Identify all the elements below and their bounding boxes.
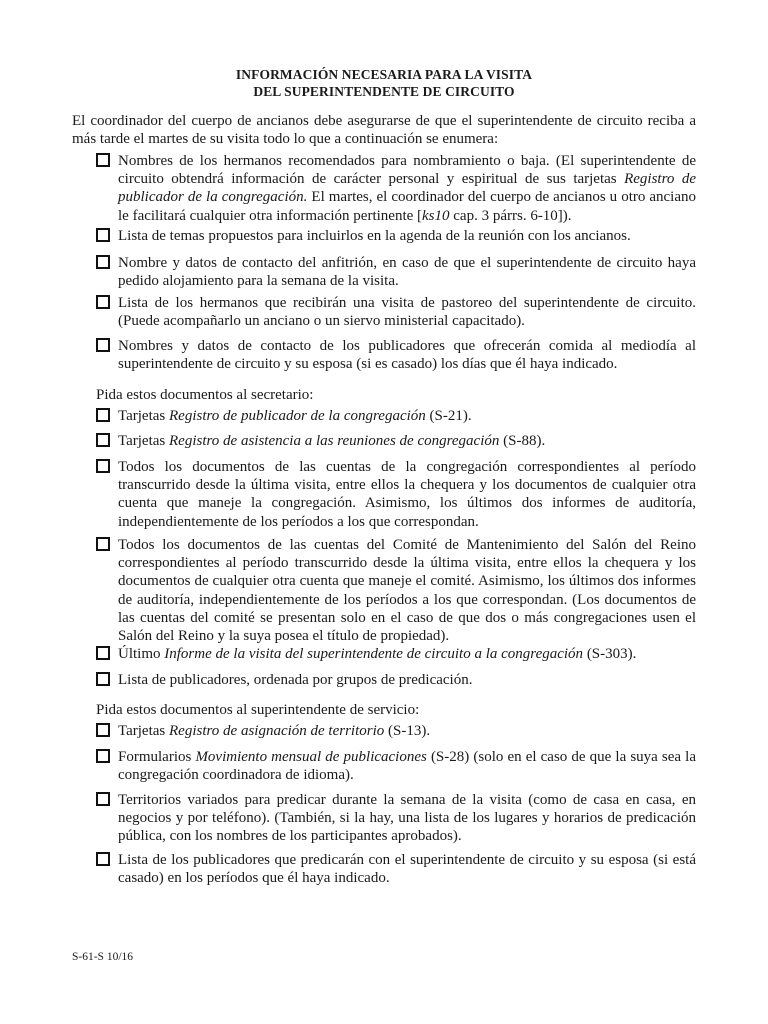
checkbox-icon[interactable] — [96, 537, 110, 551]
document-title-line1: INFORMACIÓN NECESARIA PARA LA VISITA — [235, 67, 533, 82]
intro-paragraph: El coordinador del cuerpo de ancianos debe asegurarse de que el superintendente de circuito reciba a más tarde el martes de su visita todo lo que a continuación se enumera: — [72, 113, 696, 148]
section-label-secretario: Pida estos documentos al secretario: — [96, 387, 314, 403]
checklist-item-text: Nombre y datos de contacto del anfitrión, en caso de que el superintendente de circuito haya pedido alojamiento para la semana de la visita. — [118, 255, 696, 290]
checklist-item-text: Lista de temas propuestos para incluirlos en la agenda de la reunión con los ancianos. — [118, 228, 631, 244]
checkbox-icon[interactable] — [96, 792, 110, 806]
checkbox-icon[interactable] — [96, 433, 110, 447]
checklist-item-text: Todos los documentos de las cuentas del Comité de Mantenimiento del Salón del Reino correspondientes al período transcurrido desde la última visita, entre ellos la chequera y los documentos de cualquier otra cuenta que maneje el comité. Asimismo, los últimos dos informes de auditoría, independientemente de los períodos a los que correspondan. (Los documentos de las cuentas del comité se presentan solo en el caso de que dos o más congregaciones usen el Salón del Reino y la suya posea el título de propiedad). — [118, 537, 696, 645]
checkbox-icon[interactable] — [96, 852, 110, 866]
checklist-item-text: Último Informe de la visita del superintendente de circuito a la congregación (S-303). — [118, 646, 637, 662]
checklist-item-text: Todos los documentos de las cuentas de la congregación correspondientes al período transcurrido desde la última visita, entre ellos la chequera y los documentos de cualquier otra cuenta que maneje la congregación. Asimismo, los últimos dos informes de auditoría, independientemente de los períodos a los que correspondan. — [118, 459, 696, 530]
document-title-line2: DEL SUPERINTENDENTE DE CIRCUITO — [253, 84, 515, 99]
checkbox-icon[interactable] — [96, 723, 110, 737]
checklist-item-text: Lista de publicadores, ordenada por grupos de predicación. — [118, 672, 473, 688]
form-code-footer: S-61-S 10/16 — [72, 951, 134, 963]
checkbox-icon[interactable] — [96, 646, 110, 660]
checklist-item-text: Nombres y datos de contacto de los publicadores que ofrecerán comida al mediodía al superintendente de circuito y su esposa (si es casado) los días que él haya indicado. — [118, 338, 696, 373]
checkbox-icon[interactable] — [96, 749, 110, 763]
checkbox-icon[interactable] — [96, 672, 110, 686]
checklist-item-text: Tarjetas Registro de publicador de la congregación (S-21). — [118, 408, 472, 424]
checkbox-icon[interactable] — [96, 408, 110, 422]
checklist-item-text: Territorios variados para predicar durante la semana de la visita (como de casa en casa, en negocios y por teléfono). (También, si la hay, una lista de los lugares y horarios de predicación pública, con los nombres de los participantes aprobados). — [118, 792, 696, 845]
checklist-item-text: Nombres de los hermanos recomendados para nombramiento o baja. (El superintendente de circuito obtendrá información de carácter personal y espiritual de sus tarjetas Registro de publicador de la congregación. El martes, el coordinador del cuerpo de ancianos u otro anciano le facilitará cualquier otra información pertinente [ks10 cap. 3 párrs. 6-10]). — [118, 153, 697, 224]
checkbox-icon[interactable] — [96, 338, 110, 352]
section-label-servicio: Pida estos documentos al superintendente de servicio: — [96, 702, 420, 718]
checklist-item-text: Lista de los hermanos que recibirán una visita de pastoreo del superintendente de circuito. (Puede acompañarlo un anciano o un siervo ministerial capacitado). — [118, 295, 696, 330]
checklist-item-text: Tarjetas Registro de asistencia a las reuniones de congregación (S-88). — [118, 433, 546, 449]
checklist-item-text: Tarjetas Registro de asignación de territorio (S-13). — [118, 723, 431, 739]
checklist-item-text: Lista de los publicadores que predicarán con el superintendente de circuito y su esposa (si está casado) en los períodos que él haya indicado. — [118, 852, 696, 887]
checkbox-icon[interactable] — [96, 228, 110, 242]
checkbox-icon[interactable] — [96, 255, 110, 269]
checklist-item-text: Formularios Movimiento mensual de publicaciones (S-28) (solo en el caso de que la suya sea la congregación coordinadora de idioma). — [118, 749, 696, 784]
checkbox-icon[interactable] — [96, 459, 110, 473]
checkbox-icon[interactable] — [96, 153, 110, 167]
checkbox-icon[interactable] — [96, 295, 110, 309]
